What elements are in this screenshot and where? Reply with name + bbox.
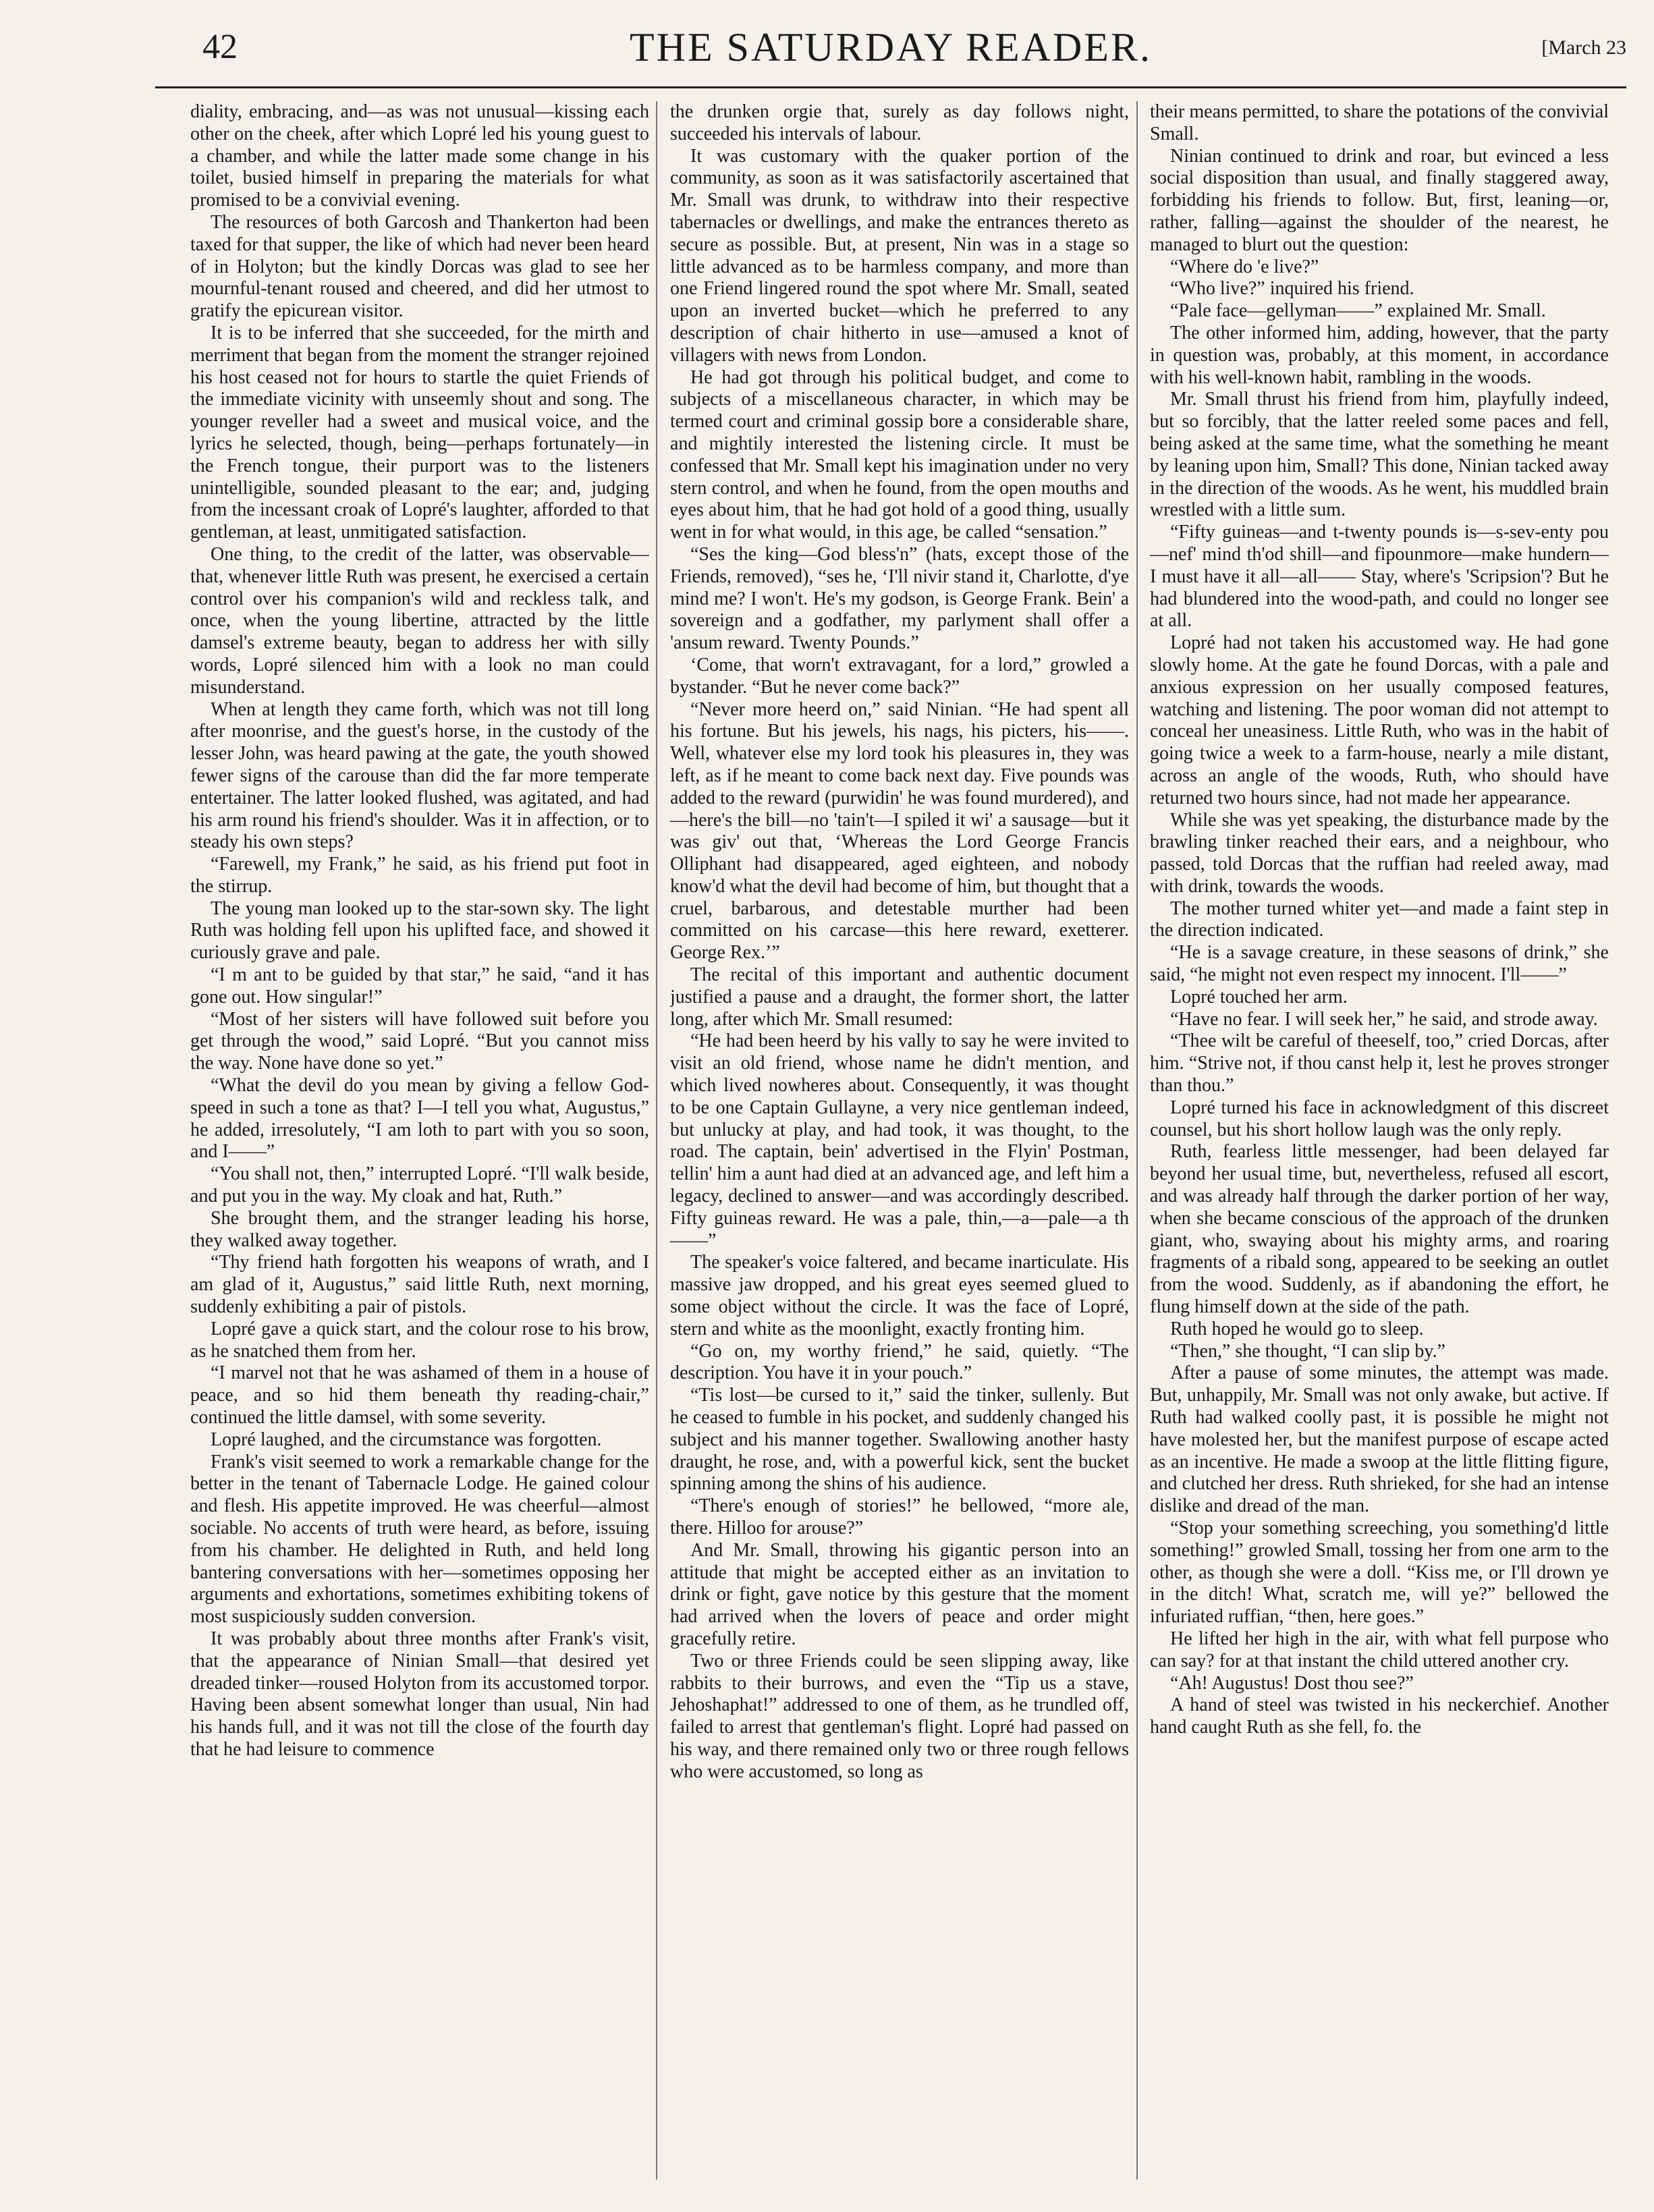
paragraph: She brought them, and the stranger leading his horse, they walked away together. [190, 1207, 649, 1251]
paragraph: He had got through his political budget, and come to subjects of a miscellaneous character, in which may be termed court and criminal gossip bore a considerable share, and mightily interested the listening circle. It must be confessed that Mr. Small kept his imagination under no very stern control, and when he found, from the open mouths and eyes about him, that he had got hold of a good thing, usually went in for what would, in this age, be called “sensation.” [670, 366, 1129, 543]
paragraph: One thing, to the credit of the latter, was observable—that, whenever little Ruth was present, he exercised a certain control over his companion's wild and reckless talk, and once, when the young libertine, attracted by the little damsel's extreme beauty, began to address her with silly words, Lopré silenced him with a look no man could misunderstand. [190, 543, 649, 698]
column-2 [670, 101, 1129, 2180]
column-1 [190, 101, 649, 2180]
paragraph: The speaker's voice faltered, and became inarticulate. His massive jaw dropped, and his great eyes seemed glued to some object without the circle. It was the face of Lopré, stern and white as the moonlight, exactly fronting him. [670, 1252, 1129, 1339]
column-3 [1150, 101, 1609, 2180]
paragraph: “You shall not, then,” interrupted Lopré. “I'll walk beside, and put you in the way. My cloak and hat, Ruth.” [190, 1163, 649, 1207]
paragraph: “He is a savage creature, in these seasons of drink,” she said, “he might not even respect my innocent. I'll——” [1150, 942, 1609, 986]
paragraph: “Most of her sisters will have followed suit before you get through the wood,” said Lopré. “But you cannot miss the way. None have done so yet.” [190, 1008, 649, 1074]
paragraph: And Mr. Small, throwing his gigantic person into an attitude that might be accepted either as an invitation to drink or fight, gave notice by this gesture that the moment had arrived when the lovers of peace and order might gracefully retire. [670, 1539, 1129, 1649]
paragraph: Lopré turned his face in acknowledgment of this discreet counsel, but his short hollow laugh was the only reply. [1150, 1097, 1609, 1140]
page-number: 42 [202, 28, 238, 66]
paragraph: “What the devil do you mean by giving a fellow God-speed in such a tone as that? I—I tell you what, Augustus,” he added, irresolutely, “I am loth to part with you so soon, and I——” [190, 1075, 649, 1163]
paragraph: Ruth, fearless little messenger, had been delayed far beyond her usual time, but, nevertheless, refused all escort, and was already half through the darker portion of her way, when she became conscious of the approach of the drunken giant, who, swaying about his mighty arms, and roaring fragments of a ribald song, appeared to be seeking an outlet from the wood. Suddenly, as if abandoning the effort, he flung himself down at the side of the path. [1150, 1141, 1609, 1318]
paragraph: The mother turned whiter yet—and made a faint step in the direction indicated. [1150, 897, 1609, 941]
paragraph: diality, embracing, and—as was not unusual—kissing each other on the cheek, after which Lopré led his young guest to a chamber, and while the latter made some change in his toilet, busied himself in preparing the materials for what promised to be a convivial evening. [190, 101, 649, 211]
paragraph: A hand of steel was twisted in his neckerchief. Another hand caught Ruth as she fell, fo. the [1150, 1694, 1609, 1738]
paragraph: “There's enough of stories!” he bellowed, “more ale, there. Hilloo for arouse?” [670, 1495, 1129, 1539]
paragraph: ‘Come, that worn't extravagant, for a lord,” growled a bystander. “But he never come back?” [670, 654, 1129, 698]
paragraph: Lopré laughed, and the circumstance was forgotten. [211, 1429, 602, 1450]
paragraph: “Have no fear. I will seek her,” he said, and strode away. [1170, 1008, 1598, 1030]
paragraph: When at length they came forth, which was not till long after moonrise, and the guest's horse, in the custody of the lesser John, was heard pawing at the gate, the youth showed fewer signs of the carouse than did the far more temperate entertainer. The latter looked flushed, was agitated, and had his arm round his friend's shoulder. Was it in affection, or to steady his own steps? [190, 698, 649, 853]
paragraph: While she was yet speaking, the disturbance made by the brawling tinker reached their ears, and a neighbour, who passed, told Dorcas that the ruffian had reeled away, mad with drink, towards the woods. [1150, 809, 1609, 897]
issue-date: [March 23 [1541, 36, 1626, 59]
paragraph: “Go on, my worthy friend,” he said, quietly. “The description. You have it in your pouch.” [670, 1340, 1129, 1384]
paragraph: “Thee wilt be careful of theeself, too,” cried Dorcas, after him. “Strive not, if thou canst help it, lest he proves stronger than thou.” [1150, 1030, 1609, 1097]
paragraph: “Pale face—gellyman——” explained Mr. Small. [1170, 300, 1546, 322]
paragraph: “Where do 'e live?” [1170, 256, 1319, 277]
paragraph: “Stop your something screeching, you something'd little something!” growled Small, tossing her from one arm to the other, as though she were a doll. “Kiss me, or I'll drown ye in the ditch! What, scratch me, will ye?” bellowed the infuriated ruffian, “then, here goes.” [1150, 1518, 1609, 1628]
paragraph: Lopré touched her arm. [1170, 986, 1348, 1007]
paragraph: The other informed him, adding, however, that the party in question was, probably, at this moment, in accordance with his well-known habit, rambling in the woods. [1150, 322, 1609, 388]
column-divider [1136, 101, 1138, 2180]
paragraph: It was probably about three months after Frank's visit, that the appearance of Ninian Small—that desired yet dreaded tinker—roused Holyton from its accustomed torpor. Having been absent somewhat longer than usual, Nin had his hands full, and it was not till the close of the fourth day that he had leisure to commence [190, 1628, 649, 1760]
paragraph: It is to be inferred that she succeeded, for the mirth and merriment that began from the moment the stranger rejoined his host ceased not for hours to startle the quiet Friends of the immediate vicinity with unseemly shout and song. The younger reveller had a sweet and musical voice, and the lyrics he selected, though, being—perhaps fortunately—in the French tongue, their purport was to the listeners unintelligible, sounded pleasant to the ear; and, judging from the incessant croak of Lopré's laughter, afforded to that gentleman, at least, unmitigated satisfaction. [190, 322, 649, 543]
paragraph: Two or three Friends could be seen slipping away, like rabbits to their burrows, and even the “Tip us a stave, Jehoshaphat!” addressed to one of them, as he trundled off, failed to arrest that gentleman's flight. Lopré had passed on his way, and there remained only two or three rough fellows who were accustomed, so long as [670, 1650, 1129, 1782]
paragraph: The resources of both Garcosh and Thankerton had been taxed for that supper, the like of which had never been heard of in Holyton; but the kindly Dorcas was glad to see her mournful-tenant roused and cheered, and did her utmost to gratify the epicurean visitor. [190, 211, 649, 322]
paragraph: “Fifty guineas—and t-twenty pounds is—s-sev-enty pou—nef' mind th'od shill—and fipounmore—make hundern—I must have it all—all—— Stay, where's 'Scripsion'? But he had blundered into the wood-path, and could no longer see at all. [1150, 522, 1609, 632]
paragraph: “Ses the king—God bless'n” (hats, except those of the Friends, removed), “ses he, ‘I'll nivir stand it, Charlotte, d'ye mind me? I won't. He's my godson, is George Frank. Bein' a sovereign and a godfather, my parlyment shall offer a 'ansum reward. Twenty Pounds.” [670, 543, 1129, 654]
paragraph: “I marvel not that he was ashamed of them in a house of peace, and so hid them beneath thy reading-chair,” continued the little damsel, with some severity. [190, 1362, 649, 1429]
paragraph: The young man looked up to the star-sown sky. The light Ruth was holding fell upon his uplifted face, and showed it curiously grave and pale. [190, 897, 649, 964]
paragraph: “Never more heerd on,” said Ninian. “He had spent all his fortune. But his jewels, his nags, his picters, his——. Well, whatever else my lord took his pleasures in, they was left, as if he meant to come back next day. Five pounds was added to the reward (purwidin' he was found murdered), and—here's the bill—no 'tain't—I spiled it wi' a sausage—but it was giv' out that, ‘Whereas the Lord George Francis Olliphant had disappeared, aged eighteen, and nobody know'd what the devil had become of him, but thought that a cruel, barbarous, and detestable murther had been committed on his carcase—this here reward, exetterer. George Rex.’” [670, 698, 1129, 964]
paragraph: “Tis lost—be cursed to it,” said the tinker, sullenly. But he ceased to fumble in his pocket, and suddenly changed his subject and his manner together. Swallowing another hasty draught, he rose, and, with a powerful kick, sent the bucket spinning among the shins of his audience. [670, 1385, 1129, 1495]
paragraph: “Thy friend hath forgotten his weapons of wrath, and I am glad of it, Augustus,” said little Ruth, next morning, suddenly exhibiting a pair of pistols. [190, 1252, 649, 1318]
paragraph: Ruth hoped he would go to sleep. [1170, 1318, 1424, 1339]
paragraph: the drunken orgie that, surely as day follows night, succeeded his intervals of labour. [670, 101, 1129, 144]
paragraph: Lopré had not taken his accustomed way. He had gone slowly home. At the gate he found Dorcas, with a pale and anxious expression on her usually composed features, watching and listening. The poor woman did not attempt to conceal her uneasiness. Little Ruth, who was in the habit of going twice a week to a farm-house, nearly a mile distant, across an angle of the woods, Ruth, who should have returned two hours since, had not made her appearance. [1150, 632, 1609, 808]
paragraph: “Ah! Augustus! Dost thou see?” [1170, 1672, 1414, 1694]
column-divider [656, 101, 657, 2180]
page-header [155, 27, 1626, 74]
paragraph: “Then,” she thought, “I can slip by.” [1170, 1340, 1445, 1362]
masthead: THE SATURDAY READER. [630, 25, 1152, 70]
paragraph: Ninian continued to drink and roar, but evinced a less social disposition than usual, and finally staggered away, forbidding his friends to follow. But, first, leaning—or, rather, falling—against the shoulder of the nearest, he managed to blurt out the question: [1150, 145, 1609, 255]
paragraph: He lifted her high in the air, with what fell purpose who can say? for at that instant the child uttered another cry. [1150, 1628, 1609, 1671]
paragraph: After a pause of some minutes, the attempt was made. But, unhappily, Mr. Small was not only awake, but active. If Ruth had walked coolly past, it is possible he might not have molested her, but the manifest purpose of escape acted as an incentive. He made a swoop at the little flitting figure, and clutched her dress. Ruth shrieked, for she had an intense dislike and dread of the man. [1150, 1362, 1609, 1517]
header-rule [155, 86, 1626, 88]
paragraph: Frank's visit seemed to work a remarkable change for the better in the tenant of Tabernacle Lodge. He gained colour and flesh. His appetite improved. He was cheerful—almost sociable. No accents of truth were heard, as before, issuing from his chamber. He delighted in Ruth, and held long bantering conversations with her—sometimes opposing her arguments and exhortations, sometimes exhibiting tokens of most suspiciously sudden conversion. [190, 1451, 649, 1628]
paragraph: The recital of this important and authentic document justified a pause and a draught, the former short, the latter long, after which Mr. Small resumed: [670, 964, 1129, 1030]
paragraph: their means permitted, to share the potations of the convivial Small. [1150, 101, 1609, 144]
paragraph: “I m ant to be guided by that star,” he said, “and it has gone out. How singular!” [190, 964, 649, 1007]
paragraph: “Farewell, my Frank,” he said, as his friend put foot in the stirrup. [190, 854, 649, 897]
paragraph: Mr. Small thrust his friend from him, playfully indeed, but so forcibly, that the latter reeled some paces and fell, being asked at the same time, what the something he meant by leaning upon him, Small? This done, Ninian tacked away in the direction of the woods. As he went, his muddled brain wrestled with a little sum. [1150, 389, 1609, 521]
paragraph: “Who live?” inquired his friend. [1170, 278, 1414, 300]
paragraph: “He had been heerd by his vally to say he were invited to visit an old friend, whose name he didn't mention, and which lived nowheres about. Consequently, it was thought to be one Captain Gullayne, a very nice gentleman indeed, but unlucky at play, and had took, it was thought, to the road. The captain, bein' advertised in the Flyin' Postman, tellin' him a aunt had died at an advanced age, and left him a legacy, declined to answer—and was accordingly described. Fifty guineas reward. He was a pale, thin,—a—pale—a th——” [670, 1030, 1129, 1251]
paragraph: Lopré gave a quick start, and the colour rose to his brow, as he snatched them from her. [190, 1318, 649, 1362]
paragraph: It was customary with the quaker portion of the community, as soon as it was satisfactorily ascertained that Mr. Small was drunk, to withdraw into their respective tabernacles or dwellings, and make the entrances thereto as secure as possible. But, at present, Nin was in a stage so little advanced as to be harmless company, and more than one Friend lingered round the spot where Mr. Small, seated upon an inverted bucket—which he preferred to any description of chair hitherto in use—amused a knot of villagers with news from London. [670, 145, 1129, 366]
